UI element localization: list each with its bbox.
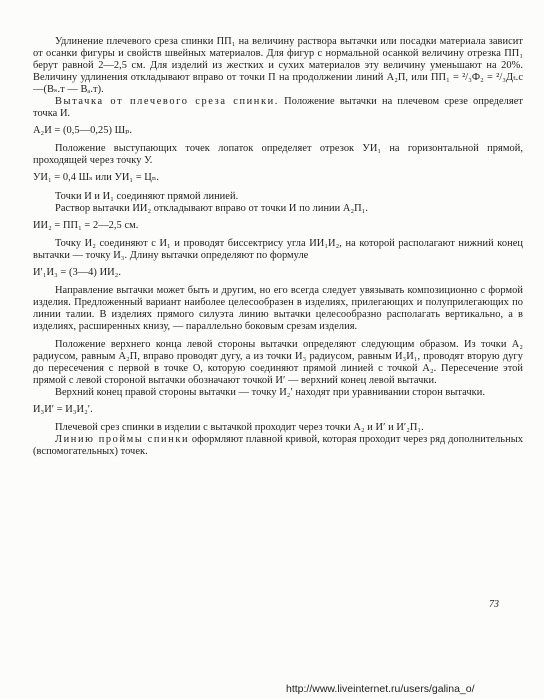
paragraph-upper-end-left: Положение верхнего конца левой стороны вытачки определяют следующим образом. Из точки А₂ радиусом, равным А₂П, вправо проводят дугу, а из точки И₃ радиусом, равным И₃И₁, проводят вторую дугу до пересечения с первой в точке О, которую соединяют прямой линией с точкой А₂. Пересечение этой прямой с левой стороной вытачки обозначают точкой И′ — верхний конец левой вытачки.	[33, 338, 523, 387]
watermark-url: http://www.liveinternet.ru/users/galina_o/	[286, 683, 475, 695]
page-number: 73	[489, 599, 499, 610]
section-heading-armhole: Линию проймы спинки	[55, 434, 190, 446]
paragraph-blade-points: Положение выступающих точек лопаток определяет отрезок УИ₁ на горизонтальной прямой, проходящей через точку У.	[33, 143, 523, 167]
formula-equal-sides: И₃И′ = И₃И₂′.	[33, 404, 93, 416]
paragraph-armhole	[33, 434, 523, 458]
paragraph-shoulder-cut: Плечевой срез спинки в изделии с вытачкой проходит через точки А₂ и И′ и И′₂П₁.	[55, 422, 424, 434]
formula-a2i: А₂И = (0,5—0,25) Шₚ.	[33, 125, 133, 137]
paragraph-dart-opening: Раствор вытачки ИИ₂ откладывают вправо от точки И по линии А₂П₁.	[55, 202, 369, 214]
formula-dart-length: И′₁И₃ = (3—4) ИИ₂.	[33, 266, 122, 278]
paragraph-dart-position-text: Положение вытачки на плечевом срезе определяет точка И.	[33, 96, 523, 120]
paragraph-connect-points: Точки И и И₁ соединяют прямой линией.	[55, 190, 239, 202]
body-text	[33, 36, 523, 458]
section-heading-dart: Вытачка от плечевого среза спинки.	[55, 96, 279, 108]
paragraph-shoulder-extension: Удлинение плечевого среза спинки ПП₁ на величину раствора вытачки или посадки материала зависит от осанки фигуры и свойств швейных материалов. Для фигур с нормальной осанкой величину отрезка ПП₁ берут равной 2—2,5 см. Для изделий из жестких и сухих материалов эту величину уменьшают на 20%. Величину удлинения откладывают вправо от точки П на продолжении линий А₂П, или ПП₁ = ²/₃Ф₂ = ²/₃Дₜ.c —(Вₛ.т — Вₐ.т).	[33, 36, 523, 96]
paragraph-armhole-text: оформляют плавной кривой, которая проходит через ряд дополнительных (вспомогательных) точек.	[33, 434, 523, 458]
paragraph-bisector: Точку И₂ соединяют с И₁ и проводят биссектрису угла ИИ₁И₂, на которой располагают нижний конец вытачки — точку И₃. Длину вытачки определяют по формуле	[33, 237, 523, 261]
paragraph-dart-position	[33, 96, 523, 120]
paragraph-dart-direction: Направление вытачки может быть и другим, но его всегда следует увязывать композиционно с формой изделия. Предложенный вариант наиболее целесообразен в изделиях, прилегающих и полуприлегающих по линии талии. В изделиях прямого силуэта линию вытачки целесообразно располагать вертикально, а в изделиях, расширенных книзу, — параллельно боковым срезам изделия.	[33, 284, 523, 332]
formula-ui1: УИ₁ = 0,4 Шₛ или УИ₁ = Цₙ.	[33, 172, 160, 184]
paragraph-upper-end-right: Верхний конец правой стороны вытачки — точку И₂′ находят при уравнивании сторон вытачки.	[55, 387, 485, 399]
formula-ii2: ИИ₂ = ПП₁ = 2—2,5 см.	[33, 219, 139, 231]
